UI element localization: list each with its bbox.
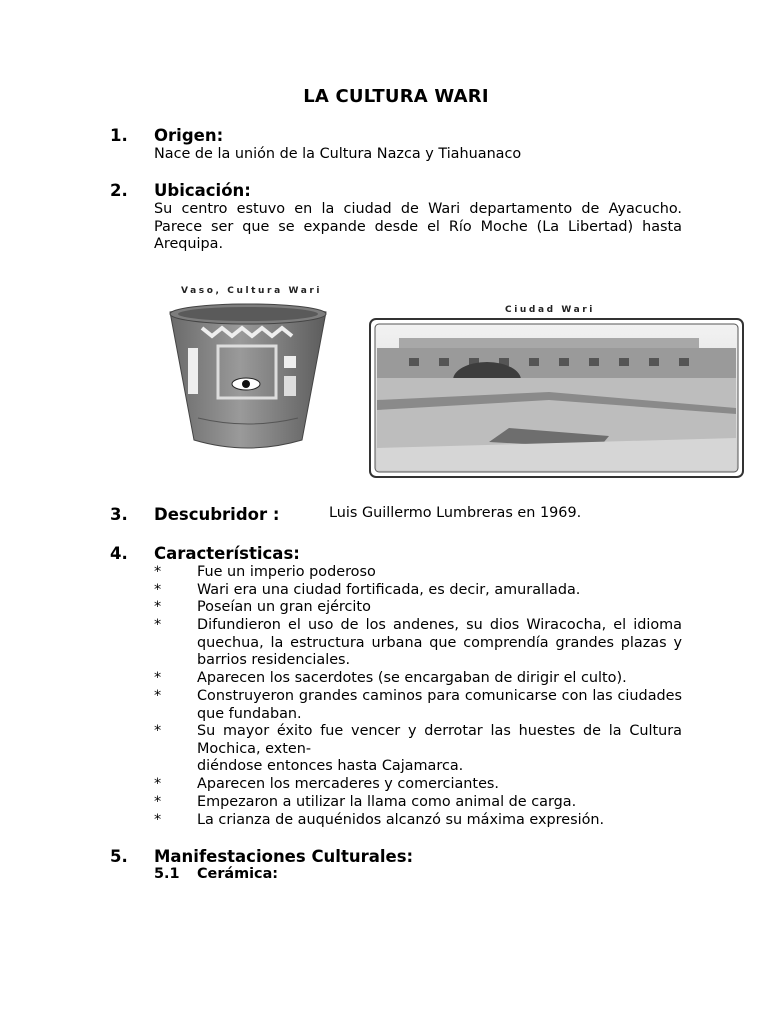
list-item: Aparecen los mercaderes y comerciantes. bbox=[197, 776, 499, 792]
section-number-caracteristicas: 4. bbox=[110, 544, 128, 563]
section-heading-manifestaciones: Manifestaciones Culturales: bbox=[154, 847, 414, 866]
list-item: Empezaron a utilizar la llama como animal de carga. bbox=[197, 794, 577, 810]
bullet-marker: * bbox=[154, 564, 162, 580]
section-heading-origen: Origen: bbox=[154, 126, 224, 145]
section-number-manifestaciones: 5. bbox=[110, 847, 128, 866]
list-item: Construyeron grandes caminos para comunicarse con las ciudades que fundaban. bbox=[197, 688, 682, 722]
ubicacion-text: Su centro estuvo en la ciudad de Wari departamento de Ayacucho. Parece ser que se expande desde el Río Moche (La Libertad) hasta Arequipa. bbox=[154, 201, 682, 252]
section-heading-descubridor: Descubridor : bbox=[154, 505, 280, 524]
list-item: Poseían un gran ejército bbox=[197, 599, 371, 615]
bullet-marker: * bbox=[154, 812, 162, 828]
bullet-marker: * bbox=[154, 688, 162, 704]
section-heading-ubicacion: Ubicación: bbox=[154, 181, 251, 200]
list-item: Difundieron el uso de los andenes, su dios Wiracocha, el idioma quechua, la estructura urbana que comprendía grandes plazas y barrios residenciales. bbox=[197, 617, 682, 669]
bullet-marker: * bbox=[154, 617, 162, 633]
bullet-marker: * bbox=[154, 582, 162, 598]
section-number-descubridor: 3. bbox=[110, 505, 128, 524]
origen-text: Nace de la unión de la Cultura Nazca y Tiahuanaco bbox=[154, 146, 522, 162]
descubridor-value: Luis Guillermo Lumbreras en 1969. bbox=[329, 505, 582, 521]
bullet-marker: * bbox=[154, 794, 162, 810]
bullet-marker: * bbox=[154, 670, 162, 686]
document-title: LA CULTURA WARI bbox=[303, 86, 489, 107]
ciudad-caption: Ciudad Wari bbox=[505, 305, 595, 315]
ciudad-wari-image bbox=[369, 318, 744, 478]
vaso-caption: Vaso, Cultura Wari bbox=[181, 286, 323, 296]
vaso-wari-image bbox=[162, 300, 334, 458]
list-item: Su mayor éxito fue vencer y derrotar las huestes de la Cultura Mochica, exten- diéndose entonces hasta Cajamarca. bbox=[197, 723, 682, 775]
section-number-origen: 1. bbox=[110, 126, 128, 145]
section-heading-caracteristicas: Características: bbox=[154, 544, 300, 563]
bullet-marker: * bbox=[154, 776, 162, 792]
list-item: Aparecen los sacerdotes (se encargaban de dirigir el culto). bbox=[197, 670, 627, 686]
subsection-number: 5.1 bbox=[154, 866, 180, 882]
subsection-heading-ceramica: Cerámica: bbox=[197, 866, 279, 882]
bullet-marker: * bbox=[154, 723, 162, 739]
list-item: Fue un imperio poderoso bbox=[197, 564, 376, 580]
section-number-ubicacion: 2. bbox=[110, 181, 128, 200]
list-item: Wari era una ciudad fortificada, es decir, amurallada. bbox=[197, 582, 581, 598]
list-item: La crianza de auquénidos alcanzó su máxima expresión. bbox=[197, 812, 605, 828]
bullet-marker: * bbox=[154, 599, 162, 615]
